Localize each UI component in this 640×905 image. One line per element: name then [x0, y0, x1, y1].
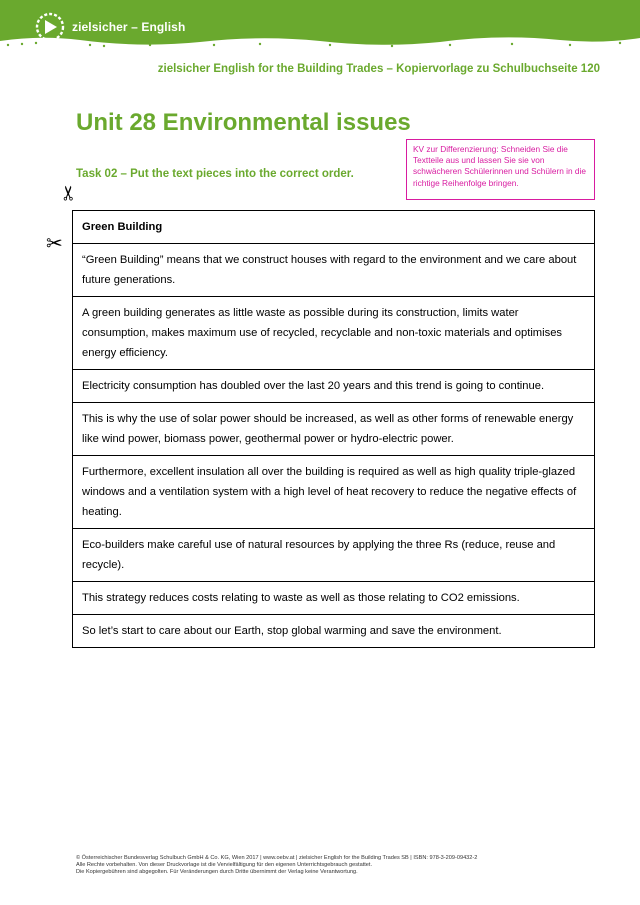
text-piece: So let’s start to care about our Earth, stop global warming and save the environment.	[73, 614, 594, 647]
footer-copyright: © Österreichischer Bundesverlag Schulbuch GmbH & Co. KG, Wien 2017 | www.oebv.at | zielsicher English for the Building Trades SB | ISBN: 978-3-209-09432-2	[76, 855, 478, 861]
scissors-icon: ✂	[46, 231, 63, 255]
task-instruction: Task 02 – Put the text pieces into the correct order.	[76, 168, 354, 180]
text-pieces-table	[72, 210, 595, 648]
footer	[76, 855, 477, 877]
text-piece: This is why the use of solar power should be increased, as well as other forms of renewable energy like wind power, biomass power, geothermal power or hydro-electric power.	[73, 402, 594, 455]
text-piece: Eco-builders make careful use of natural resources by applying the three Rs (reduce, reuse and recycle).	[73, 528, 594, 581]
text-piece: A green building generates as little waste as possible during its construction, limits water consumption, makes maximum use of recycled, recyclable and non-toxic materials and optimises energy efficiency.	[73, 296, 594, 369]
unit-title: Unit 28 Environmental issues	[76, 109, 411, 136]
brand-logo-text: zielsicher – English	[72, 20, 186, 34]
text-piece: Electricity consumption has doubled over the last 20 years and this trend is going to continue.	[73, 369, 594, 402]
text-piece: “Green Building” means that we construct houses with regard to the environment and we care about future generations.	[73, 243, 594, 296]
scissors-icon: ✂	[56, 184, 81, 202]
footer-disclaimer: Die Kopiergebühren sind abgegolten. Für Veränderungen durch Dritte übernimmt der Verlag keine Verantwortung.	[76, 869, 358, 876]
text-piece: Furthermore, excellent insulation all over the building is required as well as high quality triple-glazed windows and a ventilation system with a high level of heat recovery to reduce the negative effects of heating.	[73, 455, 594, 528]
teacher-note: KV zur Differenzierung: Schneiden Sie die Textteile aus und lassen Sie sie von schwächeren Schülerinnen und Schülern in die richtige Reihenfolge bringen.	[406, 139, 595, 200]
text-piece: This strategy reduces costs relating to waste as well as those relating to CO2 emissions.	[73, 581, 594, 614]
footer-rights: Alle Rechte vorbehalten. Von dieser Druckvorlage ist die Vervielfältigung für den eigenen Unterrichtsgebrauch gestattet.	[76, 862, 373, 869]
page-subtitle: zielsicher English for the Building Trades – Kopiervorlage zu Schulbuchseite 120	[157, 63, 600, 75]
piece-heading: Green Building	[82, 221, 163, 233]
